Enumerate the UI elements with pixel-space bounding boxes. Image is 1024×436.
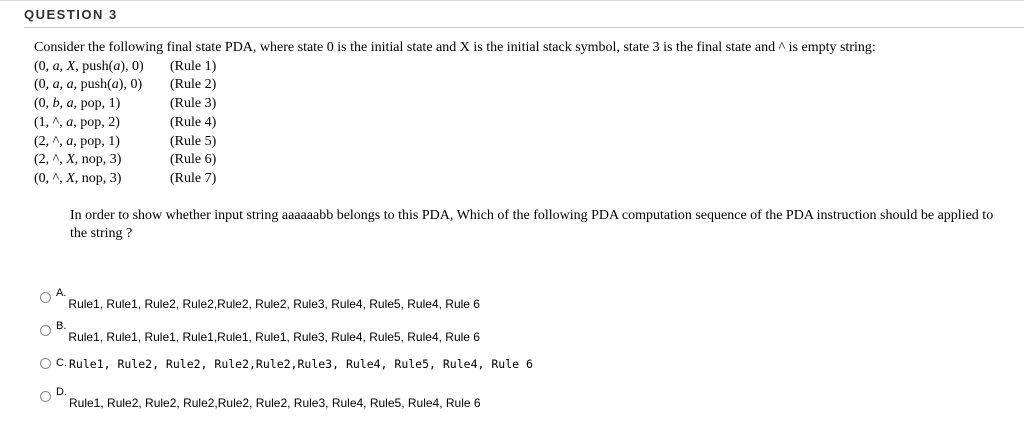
rule-label: (Rule 2) [170, 77, 217, 93]
question-prompt: In order to show whether input string aaaaaabb belongs to this PDA, Which of the following PDA computation sequence of the PDA instruction should be applied to the string ? [70, 208, 994, 241]
rule-definition-part: , [59, 58, 67, 74]
rule-definition-part: ), 0) [118, 77, 143, 93]
rule-definition-part: , pop, 1) [73, 133, 120, 149]
rule-definition-part: a [66, 77, 74, 93]
option-c-text: Rule1, Rule2, Rule2, Rule2,Rule2,Rule3, Rule4, Rule5, Rule4, Rule 6 [69, 357, 533, 371]
rule-definition-part: , push( [73, 77, 112, 93]
rule-definition-part: (2, ^, [34, 152, 67, 168]
option-d-letter: D. [56, 386, 67, 398]
top-border [0, 0, 1024, 1]
question-intro: Consider the following final state PDA, where state 0 is the initial state and X is the initial stack symbol, state 3 is the final state and ^ is empty string: [34, 40, 876, 55]
option-d-radio[interactable] [40, 391, 51, 402]
option-c-radio[interactable] [40, 358, 51, 369]
rule-label: (Rule 6) [170, 152, 217, 168]
rule-definition [34, 95, 170, 114]
rule-definition [34, 151, 170, 170]
rule-definition [34, 58, 170, 77]
rule-row [34, 170, 876, 189]
rule-definition-part: (0, ^, [34, 170, 67, 186]
option-b-text: Rule1, Rule1, Rule1, Rule1,Rule1, Rule1, Rule3, Rule4, Rule5, Rule4, Rule 6 [68, 330, 480, 344]
option-a-radio[interactable] [40, 292, 51, 303]
rule-row [34, 133, 876, 152]
option-d[interactable] [40, 386, 481, 410]
rule-row [34, 58, 876, 77]
rule-label: (Rule 7) [170, 170, 217, 186]
rule-definition-part: a [52, 77, 60, 93]
option-c-letter: C. [56, 357, 67, 369]
rule-definition-part: ), 0) [120, 58, 144, 74]
rule-definition-part: a [66, 114, 74, 130]
option-b-letter: B. [56, 320, 67, 332]
option-b[interactable] [40, 320, 480, 344]
rule-row [34, 114, 876, 133]
rule-definition-part: , nop, 3) [74, 152, 122, 168]
rule-definition-part: a [66, 133, 74, 149]
rule-definition [34, 133, 170, 152]
question-header: QUESTION 3 [24, 7, 118, 22]
option-a-text: Rule1, Rule1, Rule2, Rule2,Rule2, Rule2, Rule3, Rule4, Rule5, Rule4, Rule 6 [68, 297, 480, 311]
rule-definition-part: , pop, 1) [73, 96, 121, 112]
rule-definition-part: (0, [34, 77, 53, 93]
rule-definition-part: (0, [34, 96, 53, 112]
option-c[interactable] [40, 357, 533, 371]
question-body [34, 39, 876, 189]
rule-label: (Rule 4) [170, 114, 217, 130]
rule-definition-part: a [111, 77, 119, 93]
rule-definition-part: X [66, 152, 75, 168]
rule-definition-part: (0, [34, 58, 53, 74]
rule-definition-part: , [59, 77, 67, 93]
rule-definition-part: (1, ^, [34, 114, 67, 130]
rule-row [34, 76, 876, 95]
rule-definition-part: b [52, 96, 60, 112]
rule-definition [34, 114, 170, 133]
rule-label: (Rule 1) [170, 58, 217, 74]
rule-label: (Rule 5) [170, 133, 217, 149]
rule-definition [34, 76, 170, 95]
rule-row [34, 151, 876, 170]
rule-definition [34, 170, 170, 189]
rule-definition-part: a [113, 58, 121, 74]
rule-definition-part: , pop, 2) [73, 114, 120, 130]
rule-row [34, 95, 876, 114]
rule-definition-part: (2, ^, [34, 133, 67, 149]
rule-definition-part: X [66, 170, 75, 186]
header-divider [24, 27, 1024, 28]
rule-definition-part: , [59, 96, 67, 112]
rule-definition-part: , push( [75, 58, 114, 74]
rule-definition-part: X [66, 58, 76, 74]
option-a[interactable] [40, 287, 480, 311]
option-b-radio[interactable] [40, 325, 51, 336]
rule-label: (Rule 3) [170, 96, 217, 112]
option-a-letter: A. [56, 287, 67, 299]
rule-definition-part: , nop, 3) [74, 170, 122, 186]
rules-list [34, 58, 876, 189]
rule-definition-part: a [52, 58, 60, 74]
rule-definition-part: a [66, 96, 74, 112]
option-d-text: Rule1, Rule2, Rule2, Rule2,Rule2, Rule2, Rule3, Rule4, Rule5, Rule4, Rule 6 [69, 396, 481, 410]
